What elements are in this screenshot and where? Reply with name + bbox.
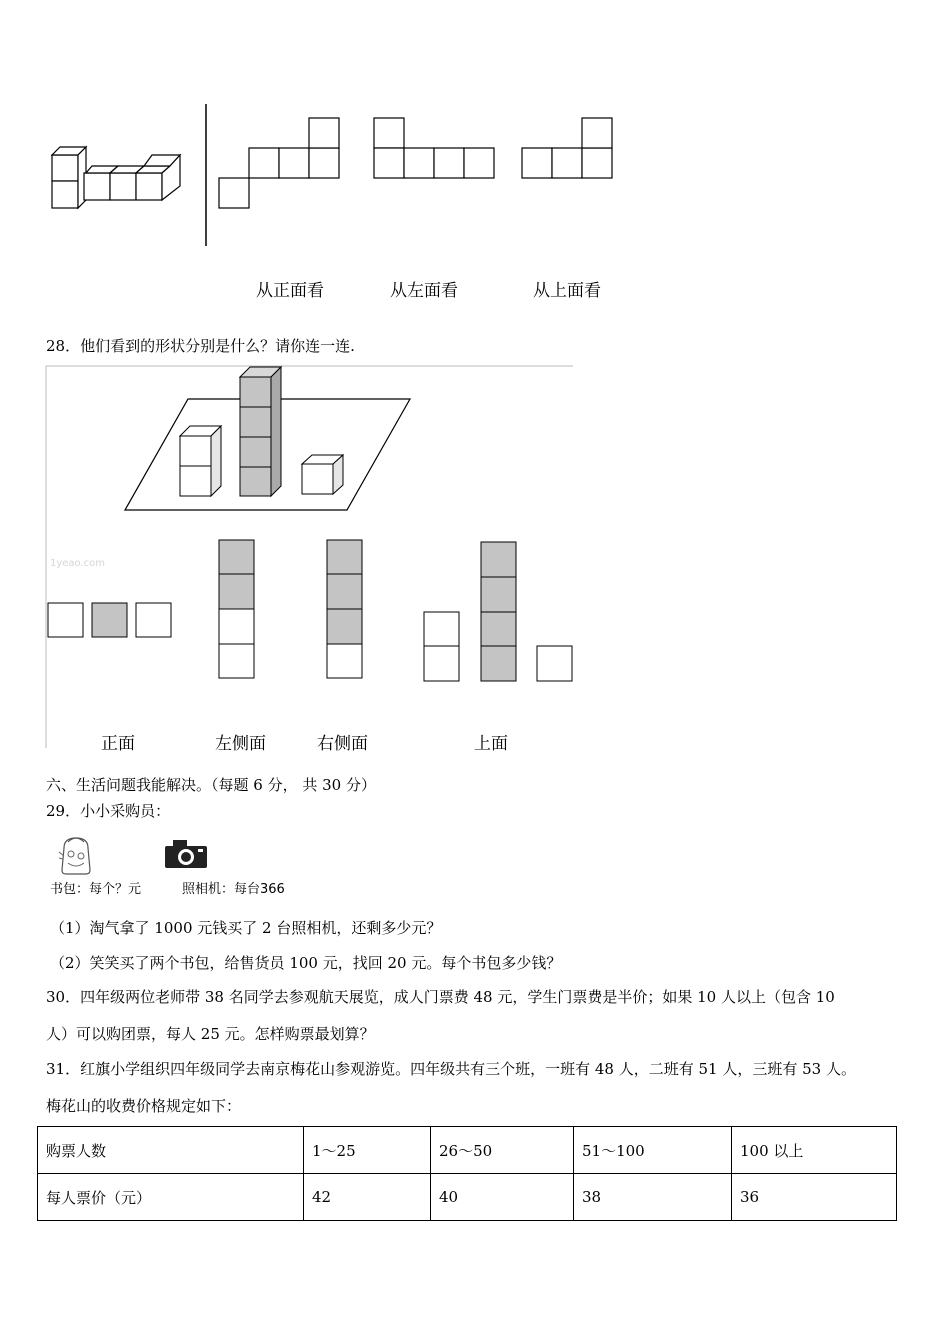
question-29-part-1: （1）淘气拿了 1000 元钱买了 2 台照相机，还剩多少元？: [50, 919, 442, 937]
question-31-line-1: 31．红旗小学组织四年级同学去南京梅花山参观游览。四年级共有三个班，一班有 48 人，二班有 51 人，三班有 53 人。: [46, 1060, 856, 1078]
table-cell: 每人票价（元）: [38, 1174, 304, 1221]
question-29-part-2: （2）笑笑买了两个书包，给售货员 100 元，找回 20 元。每个书包多少钱？: [50, 954, 562, 972]
table-cell: 26～50: [431, 1127, 574, 1174]
table-cell: 1～25: [304, 1127, 431, 1174]
q28-label-left-side: 左侧面: [215, 734, 266, 754]
table-row: [38, 1127, 897, 1174]
table-row: [38, 1174, 897, 1221]
view-label-front: 从正面看: [256, 281, 324, 301]
q28-label-front: 正面: [101, 734, 135, 754]
table-cell: 51～100: [574, 1127, 732, 1174]
question-28-text: 28．他们看到的形状分别是什么？请你连一连.: [46, 337, 355, 355]
table-cell: 100 以上: [732, 1127, 897, 1174]
price-table: [37, 1126, 897, 1221]
question-30-line-2: 人）可以购团票，每人 25 元。怎样购票最划算？: [46, 1025, 375, 1043]
q28-label-top: 上面: [474, 734, 508, 754]
question-29-text: 29．小小采购员：: [46, 802, 171, 820]
table-cell: 42: [304, 1174, 431, 1221]
table-cell: 购票人数: [38, 1127, 304, 1174]
schoolbag-caption: 书包：每个？元: [50, 882, 142, 897]
table-cell: 38: [574, 1174, 732, 1221]
view-label-left: 从左面看: [390, 281, 458, 301]
camera-caption: 照相机：每台366: [182, 882, 285, 897]
q28-label-right-side: 右侧面: [317, 734, 368, 754]
camera-icon: [163, 838, 209, 870]
table-cell: 40: [431, 1174, 574, 1221]
watermark: 1yeao.com: [50, 558, 106, 569]
section-6-title: 六、生活问题我能解决。（每题 6 分， 共 30 分）: [46, 776, 376, 794]
view-label-top: 从上面看: [533, 281, 601, 301]
schoolbag-icon: [56, 836, 98, 876]
table-cell: 36: [732, 1174, 897, 1221]
question-30-line-1: 30．四年级两位老师带 38 名同学去参观航天展览，成人门票费 48 元，学生门票费是半价；如果 10 人以上（包含 10: [46, 988, 835, 1006]
question-31-line-2: 梅花山的收费价格规定如下：: [46, 1097, 242, 1115]
